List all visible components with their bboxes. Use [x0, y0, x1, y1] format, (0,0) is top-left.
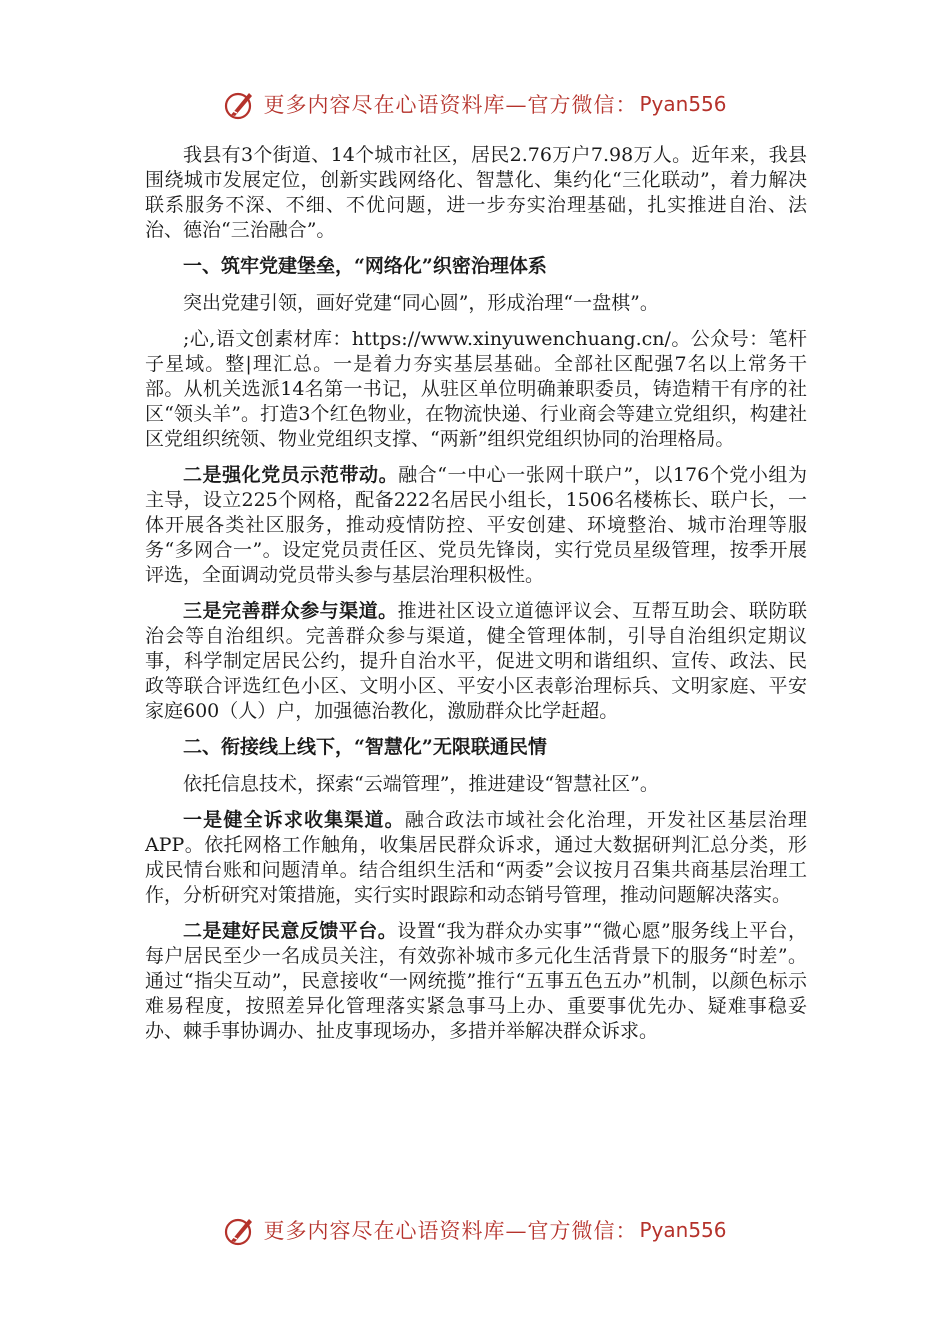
section-heading-2: 二、衔接线上线下，“智慧化”无限联通民情: [183, 736, 547, 758]
paragraph-section2-point1: 一是健全诉求收集渠道。融合政法市域社会化治理，开发社区基层治理APP。依托网格工作触角，收集居民群众诉求，通过大数据研判汇总分类，形成民情台账和问题清单。结合组织生活和“两委”会议按月召集共商基层治理工作，分析研究对策措施，实行实时跟踪和动态销号管理，推动问题解决落实。: [145, 809, 807, 906]
paragraph-section2-point2: 二是建好民意反馈平台。设置“我为群众办实事”“微心愿”服务线上平台，每户居民至少一名成员关注，有效弥补城市多元化生活背景下的服务“时差”。通过“指尖互动”，民意接收“一网统揽”推行“五事五色五办”机制，以颜色标示难易程度，按照差异化管理落实紧急事马上办、重要事优先办、疑难事稳妥办、棘手事协调办、扯皮事现场办，多措并举解决群众诉求。: [145, 920, 807, 1042]
document-body: [145, 143, 807, 1055]
quill-logo-icon: [223, 87, 257, 121]
paragraph-section1-point2: 二是强化党员示范带动。融合“一中心一张网十联户”，以176个党小组为主导，设立225个网格，配备222名居民小组长，1506名楼栋长、联户长，一体开展各类社区服务，推动疫情防控、平安创建、环境整治、城市治理等服务“多网合一”。设定党员责任区、党员先锋岗，实行党员星级管理，按季开展评选，全面调动党员带头参与基层治理积极性。: [145, 464, 807, 586]
footer-watermark-banner: [0, 1210, 950, 1250]
quill-logo-icon: [223, 1213, 257, 1247]
banner-text: 更多内容尽在心语资料库—官方微信：: [263, 1219, 638, 1243]
banner-wechat-id: Pyan556: [639, 1218, 727, 1242]
paragraph-section2-lead: 依托信息技术，探索“云端管理”，推进建设“智慧社区”。: [183, 773, 659, 795]
paragraph-section1-point1: ;心,语文创素材库：https://www.xinyuwenchuang.cn/。公众号：笔杆子星域。整|理汇总。一是着力夯实基层基础。全部社区配强7名以上常务干部。从机关选派14名第一书记，从驻区单位明确兼职委员，铸造精干有序的社区“领头羊”。打造3个红色物业，在物流快递、行业商会等建立党组织，构建社区党组织统领、物业党组织支撑、“两新”组织党组织协同的治理格局。: [145, 328, 807, 450]
paragraph-intro: 我县有3个街道、14个城市社区，居民2.76万户7.98万人。近年来，我县围绕城市发展定位，创新实践网络化、智慧化、集约化“三化联动”，着力解决联系服务不深、不细、不优问题，进一步夯实治理基础，扎实推进自治、法治、德治“三治融合”。: [145, 144, 807, 241]
banner-wechat-id: Pyan556: [639, 92, 727, 116]
paragraph-section1-point3: 三是完善群众参与渠道。推进社区设立道德评议会、互帮互助会、联防联治会等自治组织。完善群众参与渠道，健全管理体制，引导自治组织定期议事，科学制定居民公约，提升自治水平，促进文明和谐组织、宣传、政法、民政等联合评选红色小区、文明小区、平安小区表彰治理标兵、文明家庭、平安家庭600（人）户，加强德治教化，激励群众比学赶超。: [145, 600, 807, 722]
banner-text: 更多内容尽在心语资料库—官方微信：: [263, 93, 638, 117]
header-watermark-banner: [0, 84, 950, 124]
section-heading-1: 一、筑牢党建堡垒，“网络化”织密治理体系: [183, 255, 547, 277]
paragraph-section1-lead: 突出党建引领，画好党建“同心圆”，形成治理“一盘棋”。: [183, 292, 659, 314]
